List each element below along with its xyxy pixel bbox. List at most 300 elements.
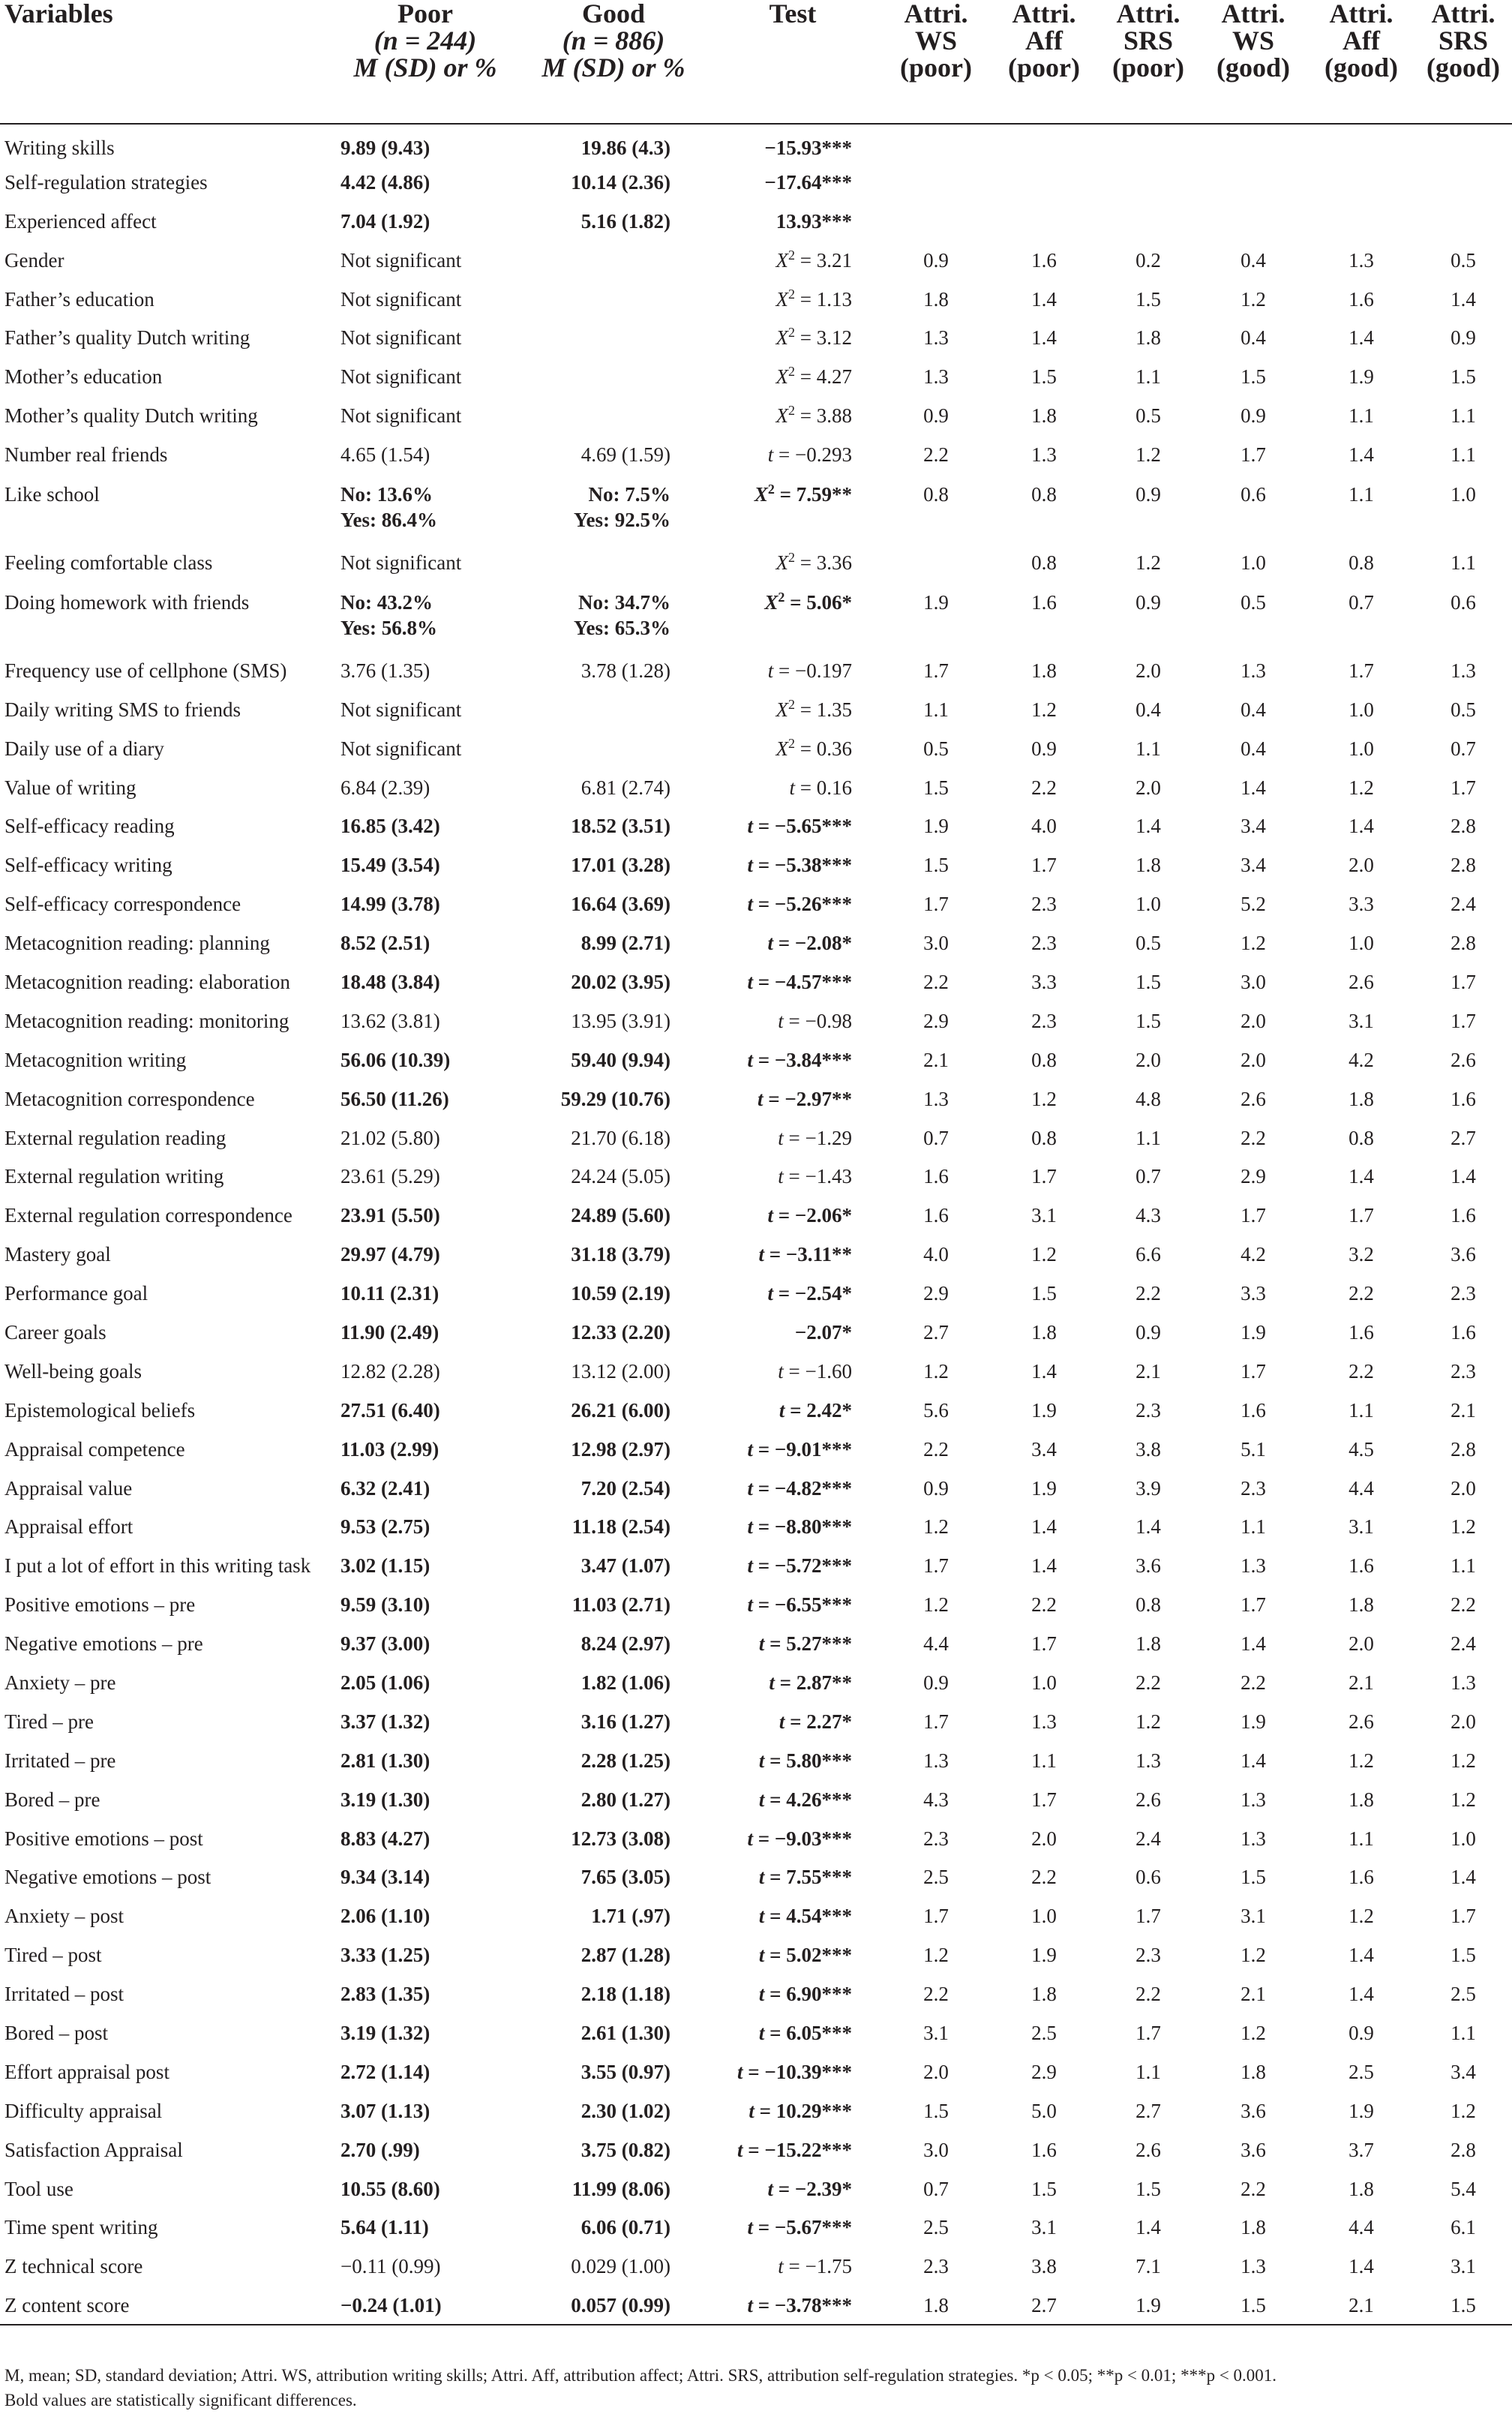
test-statistic-cell: $X^2 = 1.13$ bbox=[776, 286, 852, 311]
attribution-cell: 1.3 bbox=[1240, 1827, 1266, 1850]
attribution-cell: 1.5 bbox=[1240, 365, 1266, 389]
table-row bbox=[0, 1001, 1512, 1040]
poor-value-cell: 56.06 (10.39) bbox=[340, 1048, 451, 1071]
attribution-cell: 6.6 bbox=[1136, 1243, 1161, 1266]
good-value-cell: 13.12 (2.00) bbox=[571, 1359, 670, 1383]
attribution-cell: 2.5 bbox=[923, 2216, 949, 2239]
good-value-cell: No: 7.5% Yes: 92.5% bbox=[574, 483, 670, 532]
header-attr-srs-good: Attri. SRS (good) bbox=[1414, 0, 1512, 124]
attribution-cell bbox=[1308, 202, 1414, 241]
good-value-cell: 2.61 (1.30) bbox=[580, 2022, 670, 2045]
table-row bbox=[0, 1352, 1512, 1391]
attribution-cell: 1.4 bbox=[1240, 1632, 1266, 1656]
attribution-cell: 6.1 bbox=[1450, 2216, 1476, 2239]
good-value-cell: 1.71 (.97) bbox=[591, 1905, 670, 1928]
attribution-cell: 1.8 bbox=[1136, 854, 1161, 877]
variable-cell: I put a lot of effort in this writing task bbox=[4, 1554, 311, 1578]
test-statistic-cell: t = −3.84*** bbox=[747, 1048, 852, 1071]
test-statistic-cell: t = 4.54*** bbox=[758, 1905, 852, 1928]
test-statistic-cell: t = −8.80*** bbox=[747, 1515, 852, 1539]
attribution-cell: 0.5 bbox=[1450, 248, 1476, 272]
attribution-cell: 1.1 bbox=[1240, 1515, 1266, 1539]
poor-value-cell: −0.24 (1.01) bbox=[327, 2286, 524, 2325]
variable-cell: External regulation reading bbox=[4, 1126, 226, 1149]
attribution-cell: 0.4 bbox=[1240, 326, 1266, 350]
attribution-cell: 0.8 bbox=[1348, 551, 1374, 574]
attribution-cell: 2.1 bbox=[923, 1048, 949, 1071]
attribution-cell: 1.0 bbox=[1031, 1905, 1057, 1928]
poor-value-cell: 6.84 (2.39) bbox=[340, 776, 430, 799]
attribution-cell: 3.6 bbox=[1240, 2138, 1266, 2161]
attribution-cell: 1.2 bbox=[923, 1359, 949, 1383]
attribution-cell: 2.6 bbox=[1240, 1087, 1266, 1110]
poor-value-cell: 5.64 (1.11) bbox=[340, 2216, 429, 2239]
variable-cell: Z content score bbox=[0, 2286, 327, 2325]
attribution-cell bbox=[990, 163, 1098, 202]
attribution-cell: 1.0 bbox=[1031, 1671, 1057, 1694]
attribution-cell: 2.0 bbox=[1240, 1009, 1266, 1032]
attribution-cell: 3.1 bbox=[1240, 1905, 1266, 1928]
attribution-cell: 2.1 bbox=[1136, 1359, 1161, 1383]
table-row bbox=[0, 1974, 1512, 2013]
poor-value-cell: No: 13.6% Yes: 86.4% bbox=[340, 483, 437, 532]
attribution-cell: 1.1 bbox=[923, 698, 949, 721]
attribution-cell: 1.1 bbox=[1136, 737, 1161, 760]
attribution-cell: 1.7 bbox=[1136, 2022, 1161, 2045]
good-value-cell: 4.69 (1.59) bbox=[580, 443, 670, 467]
attribution-cell: 1.4 bbox=[1348, 1944, 1374, 1967]
good-value-cell: 24.24 (5.05) bbox=[571, 1165, 670, 1188]
attribution-cell: 2.0 bbox=[1450, 1710, 1476, 1733]
table-row bbox=[0, 1508, 1512, 1547]
table-body bbox=[0, 124, 1512, 2325]
test-statistic-cell: 13.93*** bbox=[776, 209, 852, 233]
attribution-cell: 1.4 bbox=[1450, 287, 1476, 311]
attribution-cell: 0.7 bbox=[923, 1126, 949, 1149]
attribution-cell: 2.2 bbox=[1348, 1282, 1374, 1305]
table-row bbox=[0, 1741, 1512, 1780]
variable-cell: Anxiety – post bbox=[4, 1905, 124, 1928]
attribution-cell: 1.1 bbox=[1450, 551, 1476, 574]
variable-cell: Bored – post bbox=[4, 2022, 108, 2045]
attribution-cell: 2.2 bbox=[1031, 1866, 1057, 1889]
attribution-cell: 3.6 bbox=[1136, 1554, 1161, 1578]
variable-cell: Mother’s education bbox=[4, 365, 163, 389]
good-value-cell: 31.18 (3.79) bbox=[571, 1243, 670, 1266]
poor-value-cell: 2.70 (.99) bbox=[340, 2138, 420, 2161]
attribution-cell: 1.2 bbox=[1136, 443, 1161, 467]
test-statistic-cell: t = 2.87** bbox=[769, 1671, 852, 1694]
header-good: Good (n = 886) M (SD) or % bbox=[524, 0, 704, 124]
attribution-cell: 4.4 bbox=[1348, 2216, 1374, 2239]
variable-cell: Appraisal competence bbox=[4, 1437, 185, 1461]
attribution-cell: 1.5 bbox=[1136, 287, 1161, 311]
header-test: Test bbox=[704, 0, 882, 124]
test-statistic-cell: t = 10.29*** bbox=[748, 2099, 852, 2122]
poor-value-cell: 9.34 (3.14) bbox=[340, 1866, 430, 1889]
attribution-cell: 3.0 bbox=[923, 2138, 949, 2161]
variable-cell: Self-regulation strategies bbox=[4, 170, 208, 194]
attribution-cell: 1.7 bbox=[1031, 1165, 1057, 1188]
attribution-cell: 1.2 bbox=[1450, 2099, 1476, 2122]
attribution-cell: 1.5 bbox=[923, 776, 949, 799]
good-value-cell: 17.01 (3.28) bbox=[571, 854, 670, 877]
table-row bbox=[0, 1935, 1512, 1974]
poor-value-cell: 23.91 (5.50) bbox=[340, 1204, 440, 1227]
attribution-cell: 3.4 bbox=[1031, 1437, 1057, 1461]
attribution-cell: 1.4 bbox=[1348, 2255, 1374, 2278]
attribution-cell: 2.9 bbox=[923, 1009, 949, 1032]
attribution-cell: 1.6 bbox=[1348, 287, 1374, 311]
attribution-cell: 4.5 bbox=[1348, 1437, 1374, 1461]
attribution-cell: 2.5 bbox=[1348, 2060, 1374, 2083]
good-value-cell bbox=[524, 690, 704, 729]
attribution-cell: 1.4 bbox=[1031, 287, 1057, 311]
attribution-cell: 0.8 bbox=[1031, 1126, 1057, 1149]
footnote-bold-note: Bold values are statistically significant differences. bbox=[4, 2391, 357, 2409]
attribution-cell: 1.3 bbox=[1136, 1749, 1161, 1772]
attribution-cell: 3.1 bbox=[1031, 1204, 1057, 1227]
attribution-cell: 4.2 bbox=[1348, 1048, 1374, 1071]
variable-cell: Epistemological beliefs bbox=[4, 1398, 196, 1422]
attribution-cell: 2.3 bbox=[1031, 1009, 1057, 1032]
attribution-cell: 3.1 bbox=[1348, 1515, 1374, 1539]
attribution-cell: 1.5 bbox=[1136, 2177, 1161, 2200]
attribution-cell: 2.2 bbox=[923, 443, 949, 467]
attribution-cell: 2.0 bbox=[1450, 1476, 1476, 1500]
attribution-cell: 1.4 bbox=[1031, 1554, 1057, 1578]
attribution-cell: 2.3 bbox=[1031, 893, 1057, 916]
attribution-cell: 2.7 bbox=[990, 2286, 1098, 2325]
attribution-cell: 1.7 bbox=[1136, 1905, 1161, 1928]
attribution-cell: 3.6 bbox=[1240, 2099, 1266, 2122]
test-statistic-cell: t = −3.78*** bbox=[704, 2286, 882, 2325]
attribution-cell: 1.5 bbox=[923, 854, 949, 877]
attribution-cell: 1.7 bbox=[1240, 1204, 1266, 1227]
attribution-cell: 1.1 bbox=[1136, 2060, 1161, 2083]
table-row bbox=[0, 1858, 1512, 1897]
attribution-cell: 1.3 bbox=[1031, 443, 1057, 467]
attribution-cell: 1.5 bbox=[1450, 365, 1476, 389]
variable-cell: Z technical score bbox=[4, 2255, 143, 2278]
attribution-cell: 2.7 bbox=[1450, 1126, 1476, 1149]
good-value-cell: 20.02 (3.95) bbox=[571, 970, 670, 993]
poor-value-cell: 8.83 (4.27) bbox=[340, 1827, 430, 1850]
test-statistic-cell: t = −2.97** bbox=[757, 1087, 852, 1110]
variable-cell: Metacognition reading: planning bbox=[4, 932, 270, 955]
good-value-cell: 24.89 (5.60) bbox=[571, 1204, 670, 1227]
test-statistic-cell: t = 5.27*** bbox=[758, 1632, 852, 1656]
attribution-cell: 1.8 bbox=[1348, 2177, 1374, 2200]
table-row bbox=[0, 884, 1512, 923]
test-statistic-cell: t = 7.55*** bbox=[758, 1866, 852, 1889]
attribution-cell: 4.4 bbox=[923, 1632, 949, 1656]
table-header bbox=[0, 0, 1512, 124]
test-statistic-cell: t = 0.16 bbox=[789, 776, 852, 799]
test-statistic-cell: t = 2.27* bbox=[778, 1710, 852, 1733]
table-row bbox=[0, 2247, 1512, 2286]
attribution-cell: 1.6 bbox=[1450, 1204, 1476, 1227]
attribution-cell: 1.5 bbox=[1240, 1866, 1266, 1889]
header-attr-aff-good: Attri. Aff (good) bbox=[1308, 0, 1414, 124]
attribution-cell: 3.1 bbox=[1348, 1009, 1374, 1032]
attribution-cell: 1.7 bbox=[1348, 1204, 1374, 1227]
attribution-cell bbox=[882, 124, 990, 163]
attribution-cell: 1.8 bbox=[1240, 2216, 1266, 2239]
table-row bbox=[0, 582, 1512, 651]
attribution-cell: 2.9 bbox=[1240, 1165, 1266, 1188]
good-value-cell: 2.80 (1.27) bbox=[580, 1788, 670, 1811]
attribution-cell: 1.1 bbox=[1031, 1749, 1057, 1772]
poor-value-cell: 15.49 (3.54) bbox=[340, 854, 440, 877]
attribution-cell: 2.3 bbox=[1450, 1359, 1476, 1383]
poor-value-cell: 4.65 (1.54) bbox=[340, 443, 430, 467]
test-statistic-cell: t = −4.57*** bbox=[747, 970, 852, 993]
attribution-cell: 1.9 bbox=[1031, 1476, 1057, 1500]
attribution-cell: 0.8 bbox=[1348, 1126, 1374, 1149]
attribution-cell: 2.0 bbox=[1136, 1048, 1161, 1071]
attribution-cell: 0.8 bbox=[923, 483, 949, 506]
attribution-cell: 1.7 bbox=[1450, 776, 1476, 799]
attribution-cell: 1.9 bbox=[923, 590, 949, 614]
attribution-cell: 3.1 bbox=[1450, 2255, 1476, 2278]
attribution-cell: 1.7 bbox=[1240, 1593, 1266, 1617]
table-row bbox=[0, 435, 1512, 474]
poor-value-cell: 23.61 (5.29) bbox=[340, 1165, 440, 1188]
variable-cell: Effort appraisal post bbox=[4, 2060, 170, 2083]
attribution-cell: 2.0 bbox=[1136, 659, 1161, 682]
test-statistic-cell: t = 6.05*** bbox=[758, 2022, 852, 2045]
attribution-cell: 1.4 bbox=[1031, 326, 1057, 350]
table-row bbox=[0, 2286, 1512, 2325]
attribution-cell: 3.7 bbox=[1348, 2138, 1374, 2161]
attribution-cell: 1.1 bbox=[1348, 404, 1374, 428]
table-row bbox=[0, 690, 1512, 729]
good-value-cell: 8.99 (2.71) bbox=[580, 932, 670, 955]
attribution-cell: 1.8 bbox=[1136, 326, 1161, 350]
attribution-cell: 1.9 bbox=[1031, 1398, 1057, 1422]
poor-value-cell: No: 43.2% Yes: 56.8% bbox=[340, 590, 437, 639]
attribution-cell: 0.8 bbox=[1031, 483, 1057, 506]
good-value-cell: 19.86 (4.3) bbox=[580, 137, 670, 160]
variable-cell: Tired – pre bbox=[4, 1710, 94, 1733]
table-row bbox=[0, 1391, 1512, 1430]
attribution-cell: 2.3 bbox=[923, 2255, 949, 2278]
attribution-cell: 1.8 bbox=[882, 2286, 990, 2325]
attribution-cell: 1.0 bbox=[1136, 893, 1161, 916]
poor-value-cell: 13.62 (3.81) bbox=[340, 1009, 440, 1032]
variable-cell: External regulation correspondence bbox=[4, 1204, 292, 1227]
attribution-cell: 2.2 bbox=[1348, 1359, 1374, 1383]
attribution-cell bbox=[1308, 163, 1414, 202]
attribution-cell: 0.4 bbox=[1240, 698, 1266, 721]
test-statistic-cell: t = −5.38*** bbox=[747, 854, 852, 877]
variable-cell: Irritated – pre bbox=[4, 1749, 116, 1772]
variable-cell: Self-efficacy writing bbox=[4, 854, 172, 877]
attribution-cell: 1.3 bbox=[1450, 1671, 1476, 1694]
attribution-cell: 0.8 bbox=[1031, 1048, 1057, 1071]
attribution-cell: 1.8 bbox=[923, 287, 949, 311]
header-poor: Poor (n = 244) M (SD) or % bbox=[327, 0, 524, 124]
attribution-cell: 0.4 bbox=[1240, 737, 1266, 760]
attribution-cell: 1.7 bbox=[923, 1905, 949, 1928]
attribution-cell: 1.9 bbox=[923, 815, 949, 838]
good-value-cell: 10.14 (2.36) bbox=[571, 170, 670, 194]
attribution-cell: 2.2 bbox=[923, 970, 949, 993]
attribution-cell: 5.0 bbox=[1031, 2099, 1057, 2122]
attribution-cell: 2.2 bbox=[1136, 1282, 1161, 1305]
attribution-cell: 1.2 bbox=[1240, 1944, 1266, 1967]
table-row bbox=[0, 1702, 1512, 1741]
attribution-cell: 1.6 bbox=[1348, 1320, 1374, 1344]
test-statistic-cell: t = −10.39*** bbox=[736, 2060, 852, 2083]
attribution-cell: 2.3 bbox=[1136, 1398, 1161, 1422]
attribution-cell: 3.3 bbox=[1240, 1282, 1266, 1305]
attribution-cell: 1.4 bbox=[1348, 443, 1374, 467]
attribution-cell: 1.8 bbox=[1348, 1087, 1374, 1110]
attribution-cell: 1.6 bbox=[1450, 1087, 1476, 1110]
attribution-cell: 2.9 bbox=[923, 1282, 949, 1305]
table-row bbox=[0, 543, 1512, 582]
attribution-cell: 2.9 bbox=[1031, 2060, 1057, 2083]
poor-value-cell: 2.06 (1.10) bbox=[340, 1905, 430, 1928]
attribution-cell: 2.2 bbox=[1031, 776, 1057, 799]
attribution-cell: 1.4 bbox=[1348, 1165, 1374, 1188]
attribution-cell: 1.2 bbox=[1031, 1087, 1057, 1110]
attribution-cell: 2.1 bbox=[1348, 1671, 1374, 1694]
attribution-cell: 1.7 bbox=[1450, 1905, 1476, 1928]
attribution-cell: 0.9 bbox=[923, 404, 949, 428]
poor-value-cell: Not significant bbox=[340, 737, 462, 760]
attribution-cell: 0.5 bbox=[1136, 932, 1161, 955]
attribution-cell: 1.8 bbox=[1031, 404, 1057, 428]
good-value-cell bbox=[524, 729, 704, 768]
good-value-cell: 3.55 (0.97) bbox=[580, 2060, 670, 2083]
variable-cell: Bored – pre bbox=[4, 1788, 100, 1811]
attribution-cell: 0.5 bbox=[923, 737, 949, 760]
good-value-cell: 59.40 (9.94) bbox=[571, 1048, 670, 1071]
table-row bbox=[0, 1780, 1512, 1819]
attribution-cell: 1.2 bbox=[1136, 1710, 1161, 1733]
attribution-cell: 1.9 bbox=[1348, 365, 1374, 389]
variable-cell: Father’s quality Dutch writing bbox=[4, 326, 250, 350]
attribution-cell: 1.4 bbox=[1136, 2216, 1161, 2239]
poor-value-cell: 8.52 (2.51) bbox=[340, 932, 430, 955]
test-statistic-cell: t = −9.01*** bbox=[747, 1437, 852, 1461]
attribution-cell: 2.4 bbox=[1136, 1827, 1161, 1850]
attribution-cell bbox=[1308, 124, 1414, 163]
table-row bbox=[0, 1585, 1512, 1624]
attribution-cell: 0.6 bbox=[1136, 1866, 1161, 1889]
test-statistic-cell: t = −2.06* bbox=[767, 1204, 852, 1227]
attribution-cell: 1.6 bbox=[1031, 2138, 1057, 2161]
attribution-cell: 1.9 bbox=[1348, 2099, 1374, 2122]
attribution-cell: 1.3 bbox=[1240, 2255, 1266, 2278]
attribution-cell: 1.5 bbox=[1031, 2177, 1057, 2200]
test-statistic-cell: t = −2.39* bbox=[767, 2177, 852, 2200]
attribution-cell: 0.7 bbox=[1348, 590, 1374, 614]
poor-value-cell: 18.48 (3.84) bbox=[340, 970, 440, 993]
poor-value-cell: 3.02 (1.15) bbox=[340, 1554, 430, 1578]
attribution-cell: 1.2 bbox=[1348, 776, 1374, 799]
variable-cell: Mother’s quality Dutch writing bbox=[4, 404, 258, 428]
attribution-cell: 0.9 bbox=[1136, 1320, 1161, 1344]
attribution-cell: 1.7 bbox=[1450, 1009, 1476, 1032]
poor-value-cell: Not significant bbox=[340, 326, 462, 350]
test-statistic-cell: $X^2 = 5.06*$ bbox=[764, 589, 852, 614]
attribution-cell: 1.0 bbox=[1240, 551, 1266, 574]
attribution-cell: 0.7 bbox=[1450, 737, 1476, 760]
variable-cell: Father’s education bbox=[4, 287, 154, 311]
poor-value-cell: 3.37 (1.32) bbox=[340, 1710, 430, 1733]
attribution-cell: 2.2 bbox=[1450, 1593, 1476, 1617]
good-value-cell: 6.81 (2.74) bbox=[580, 776, 670, 799]
attribution-cell: 1.4 bbox=[1348, 1983, 1374, 2006]
good-value-cell: 12.73 (3.08) bbox=[571, 1827, 670, 1850]
attribution-cell: 2.1 bbox=[1240, 1983, 1266, 2006]
good-value-cell: 6.06 (0.71) bbox=[580, 2216, 670, 2239]
variable-cell: External regulation writing bbox=[4, 1165, 224, 1188]
table-row bbox=[0, 396, 1512, 435]
attribution-cell: 2.0 bbox=[1348, 1632, 1374, 1656]
attribution-cell: 2.5 bbox=[923, 1866, 949, 1889]
attribution-cell: 1.1 bbox=[1450, 1554, 1476, 1578]
table-row bbox=[0, 1430, 1512, 1469]
attribution-cell: 1.9 bbox=[1240, 1710, 1266, 1733]
attribution-cell: 1.1 bbox=[1450, 404, 1476, 428]
attribution-cell: 1.5 bbox=[1414, 2286, 1512, 2325]
test-statistic-cell: t = 2.42* bbox=[778, 1398, 852, 1422]
variable-cell: Difficulty appraisal bbox=[4, 2099, 163, 2122]
attribution-cell bbox=[882, 543, 990, 582]
attribution-cell: 1.4 bbox=[1348, 815, 1374, 838]
attribution-cell: 1.2 bbox=[1348, 1749, 1374, 1772]
variable-cell: Frequency use of cellphone (SMS) bbox=[4, 659, 287, 682]
test-statistic-cell: t = 5.80*** bbox=[758, 1749, 852, 1772]
table-row bbox=[0, 1157, 1512, 1196]
attribution-cell: 1.4 bbox=[1240, 1749, 1266, 1772]
good-value-cell: 16.64 (3.69) bbox=[571, 893, 670, 916]
table-row bbox=[0, 202, 1512, 241]
variable-cell: Appraisal effort bbox=[4, 1515, 134, 1539]
attribution-cell bbox=[990, 124, 1098, 163]
good-value-cell: 5.16 (1.82) bbox=[580, 209, 670, 233]
poor-value-cell: 2.72 (1.14) bbox=[340, 2060, 430, 2083]
header-attr-aff-poor: Attri. Aff (poor) bbox=[990, 0, 1098, 124]
attribution-cell: 1.3 bbox=[1450, 659, 1476, 682]
good-value-cell: 0.057 (0.99) bbox=[524, 2286, 704, 2325]
test-statistic-cell: $X^2 = 3.21$ bbox=[776, 247, 852, 272]
table-row bbox=[0, 474, 1512, 543]
attribution-cell: 3.0 bbox=[923, 932, 949, 955]
table-row bbox=[0, 962, 1512, 1001]
table-row bbox=[0, 1079, 1512, 1118]
variable-cell: Metacognition reading: elaboration bbox=[4, 970, 290, 993]
attribution-cell: 1.2 bbox=[1031, 698, 1057, 721]
variable-cell: Experienced affect bbox=[4, 209, 157, 233]
poor-value-cell: 10.55 (8.60) bbox=[340, 2177, 440, 2200]
attribution-cell: 4.0 bbox=[1031, 815, 1057, 838]
attribution-cell bbox=[990, 202, 1098, 241]
attribution-cell: 1.9 bbox=[1240, 1320, 1266, 1344]
attribution-cell: 2.8 bbox=[1450, 854, 1476, 877]
table-row bbox=[0, 768, 1512, 807]
attribution-cell: 0.6 bbox=[1240, 483, 1266, 506]
attribution-cell: 1.2 bbox=[923, 1593, 949, 1617]
attribution-cell: 5.6 bbox=[923, 1398, 949, 1422]
variable-cell: Metacognition correspondence bbox=[4, 1087, 255, 1110]
attribution-cell: 1.8 bbox=[1031, 659, 1057, 682]
